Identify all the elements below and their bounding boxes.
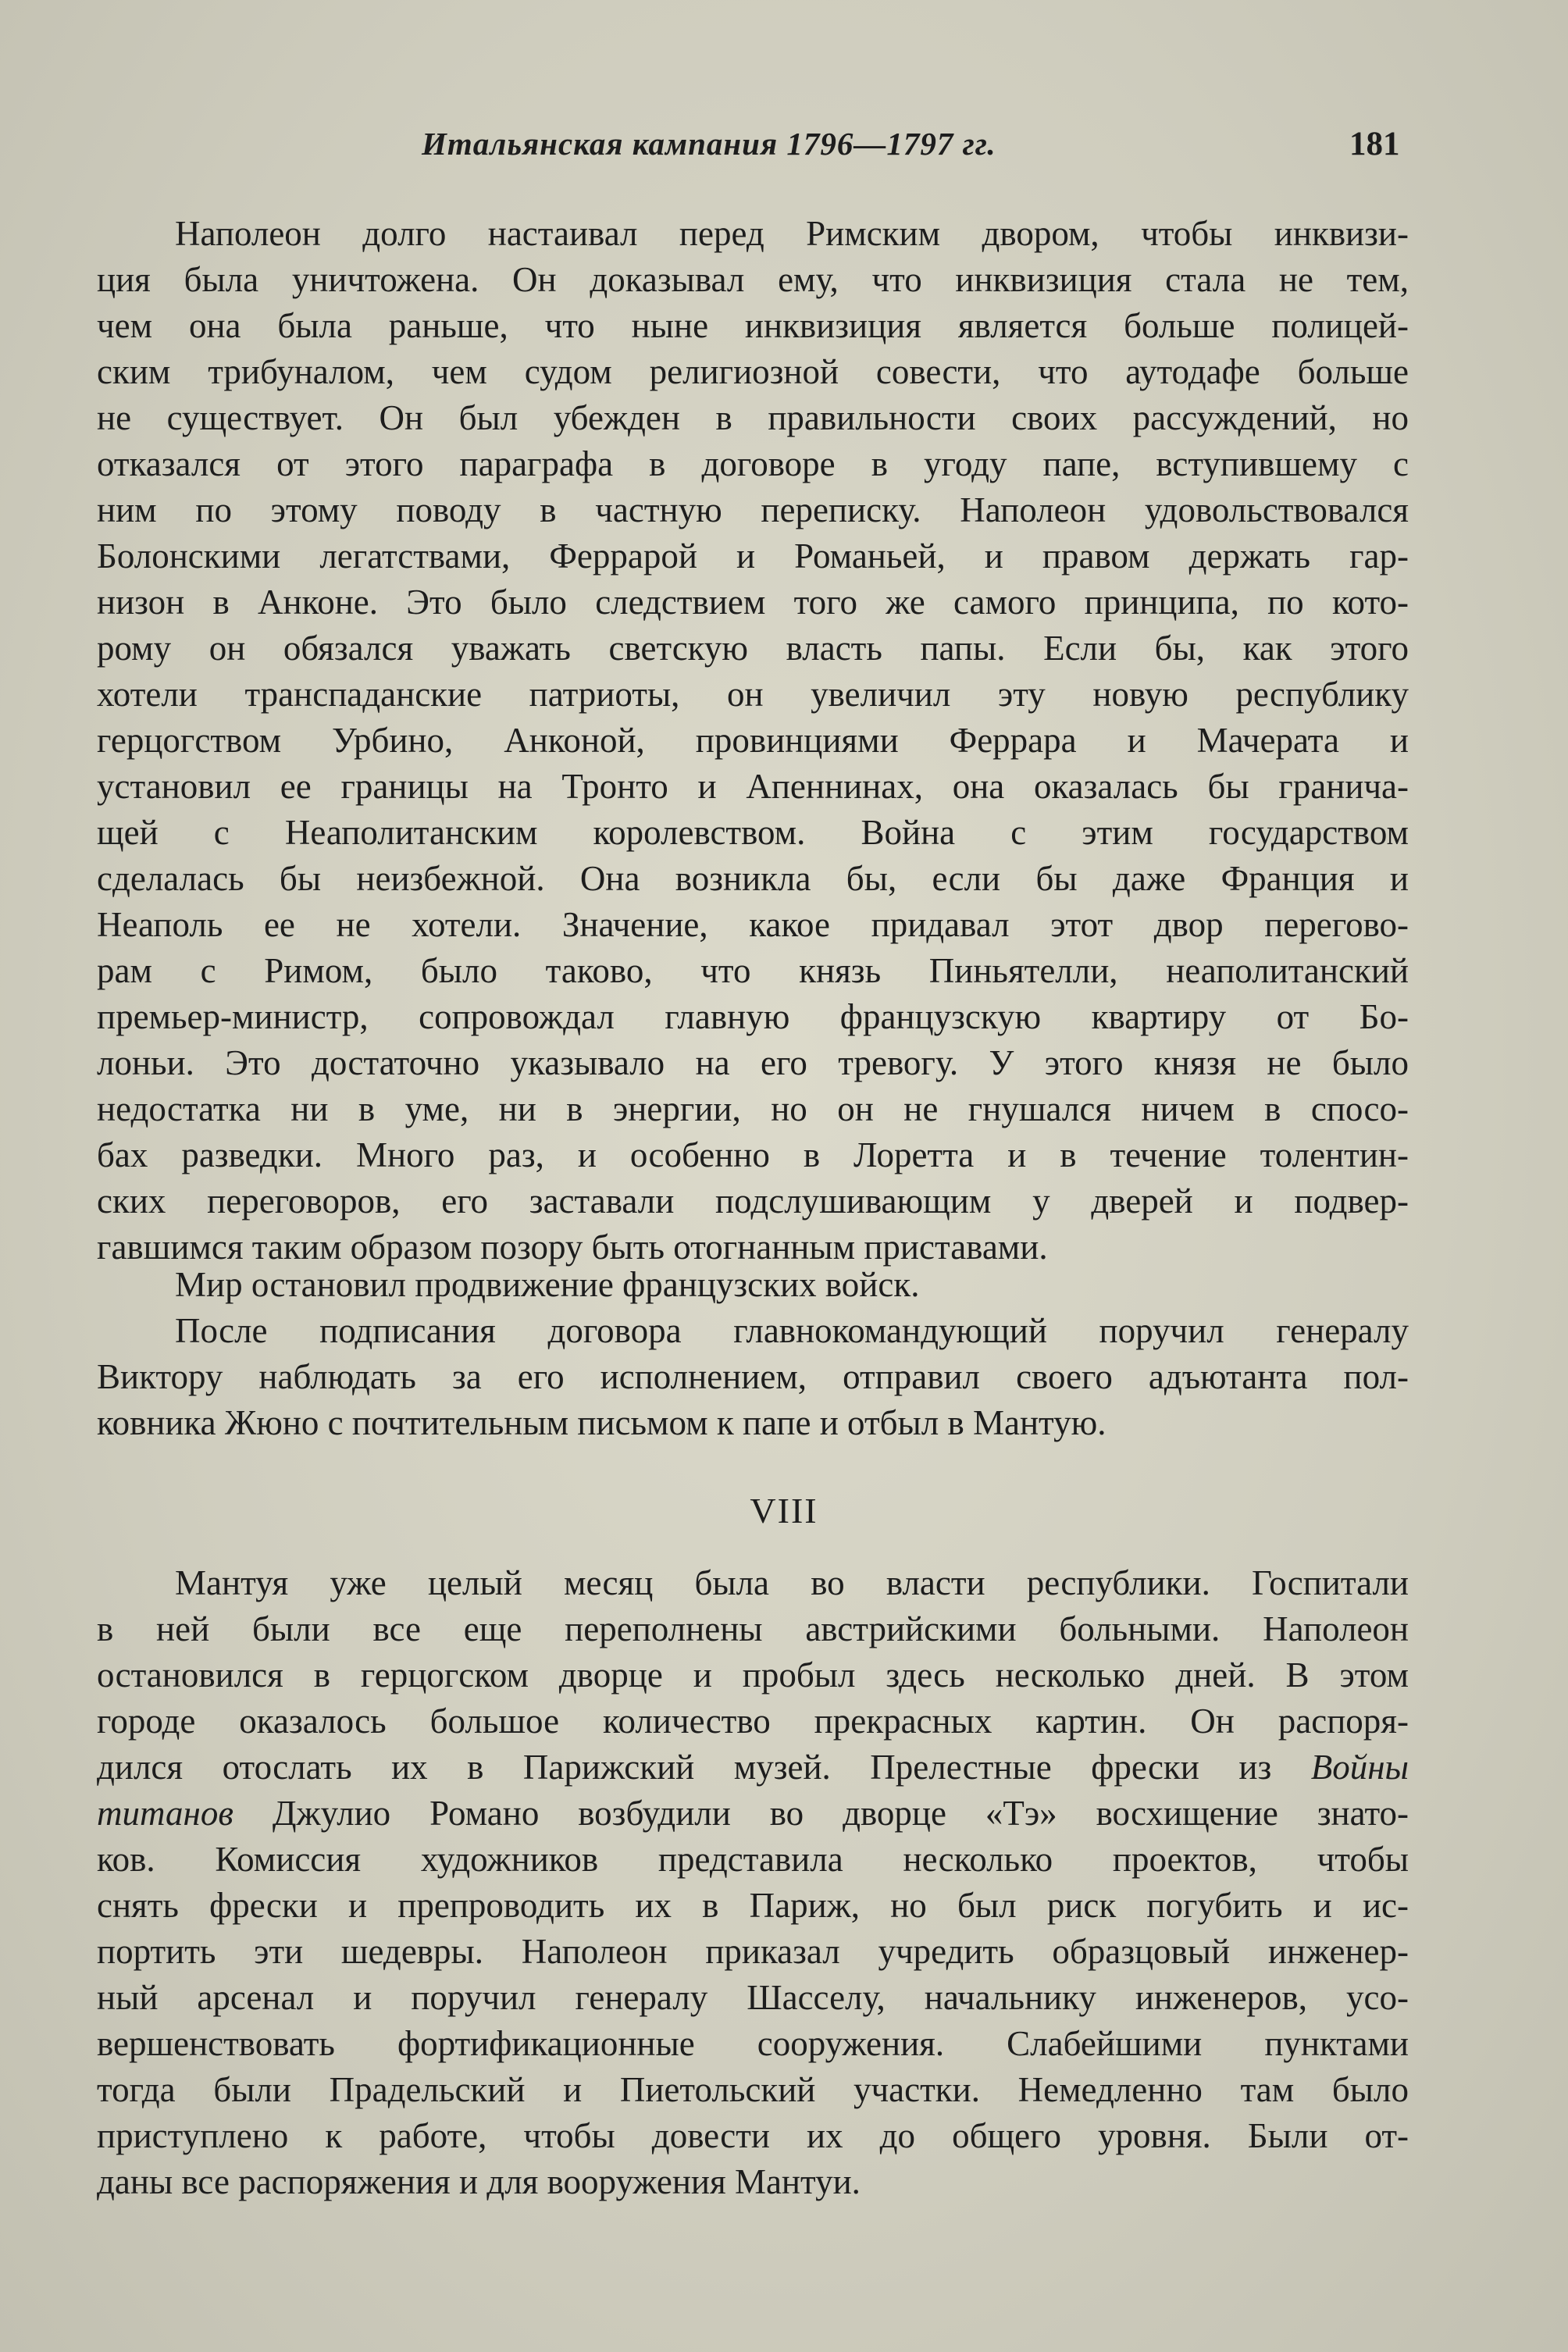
text-line: рому он обязался уважать светскую власть папы. Если бы, как этого xyxy=(97,629,1409,668)
text-segment: дился отослать их в Парижский музей. Прелестные фрески из xyxy=(97,1748,1311,1787)
page-number: 181 xyxy=(1349,126,1400,162)
text-line: щей с Неаполитанским королевством. Война с этим государством xyxy=(97,813,1409,852)
text-line xyxy=(97,1791,1409,1837)
text-line: ских переговоров, его заставали подслушивающим у дверей и подвер- xyxy=(97,1181,1409,1221)
text-line: низон в Анконе. Это было следствием того же самого принципа, по кото- xyxy=(97,583,1409,622)
text-line: Неаполь ее не хотели. Значение, какое придавал этот двор перегово- xyxy=(97,905,1409,944)
text-line: остановился в герцогском дворце и пробыл здесь несколько дней. В этом xyxy=(97,1655,1409,1695)
text-line: недостатка ни в уме, ни в энергии, но он не гнушался ничем в спосо- xyxy=(97,1089,1409,1128)
text-line: установил ее границы на Тронто и Апеннинах, она оказалась бы гранича- xyxy=(97,767,1409,806)
text-line: Мир остановил продвижение французских войск. xyxy=(175,1265,920,1304)
text-line: городе оказалось большое количество прекрасных картин. Он распоря- xyxy=(97,1702,1409,1741)
text-line: бах разведки. Много раз, и особенно в Лоретта и в течение толентин- xyxy=(97,1135,1409,1174)
text-line: приступлено к работе, чтобы довести их до общего уровня. Были от- xyxy=(97,2116,1409,2155)
text-line: премьер-министр, сопровождал главную французскую квартиру от Бо- xyxy=(97,997,1409,1036)
text-line: ским трибуналом, чем судом религиозной совести, что аутодафе больше xyxy=(97,352,1409,391)
text-line: гавшимся таким образом позору быть отогнанным приставами. xyxy=(97,1228,1048,1267)
text-line: ковника Жюно с почтительным письмом к папе и отбыл в Мантую. xyxy=(97,1403,1107,1442)
text-line: тогда были Прадельский и Пиетольский участки. Немедленно там было xyxy=(97,2070,1409,2109)
text-line: отказался от этого параграфа в договоре в угоду папе, вступившему с xyxy=(97,444,1409,483)
text-line: не существует. Он был убежден в правильности своих рассуждений, но xyxy=(97,398,1409,437)
text-line: лоньи. Это достаточно указывало на его тревогу. У этого князя не было xyxy=(97,1043,1409,1082)
text-line: Мантуя уже целый месяц была во власти республики. Госпитали xyxy=(175,1563,1409,1602)
text-line: ков. Комиссия художников представила несколько проектов, чтобы xyxy=(97,1840,1409,1879)
text-line: ним по этому поводу в частную переписку. Наполеон удовольствовался xyxy=(97,490,1409,529)
running-title: Итальянская кампания 1796—1797 гг. xyxy=(422,126,996,162)
text-line: герцогством Урбино, Анконой, провинциями Феррара и Мачерата и xyxy=(97,721,1409,760)
section-heading: VIII xyxy=(750,1491,818,1531)
text-line: вершенствовать фортификационные сооружения. Слабейшими пунктами xyxy=(97,2024,1409,2063)
text-line: ный арсенал и поручил генералу Шасселу, начальнику инженеров, усо- xyxy=(97,1978,1409,2017)
text-segment: Джулио Романо возбудили во дворце «Тэ» восхищение знато- xyxy=(233,1794,1409,1833)
text-line: ция была уничтожена. Он доказывал ему, что инквизиция стала не тем, xyxy=(97,260,1409,299)
text-line: После подписания договора главнокомандующий поручил генералу xyxy=(175,1311,1409,1350)
text-line: хотели транспаданские патриоты, он увеличил эту новую республику xyxy=(97,675,1409,714)
text-line xyxy=(97,1744,1409,1791)
text-line: рам с Римом, было таково, что князь Пиньятелли, неаполитанский xyxy=(97,951,1409,990)
paragraph-4 xyxy=(97,1560,1409,2205)
text-line: портить эти шедевры. Наполеон приказал учредить образцовый инженер- xyxy=(97,1932,1409,1971)
text-line: чем она была раньше, что ныне инквизиция является больше полицей- xyxy=(97,306,1409,345)
text-line: Болонскими легатствами, Феррарой и Романьей, и правом держать гар- xyxy=(97,536,1409,576)
text-line: Наполеон долго настаивал перед Римским двором, чтобы инквизи- xyxy=(175,214,1409,253)
text-line: даны все распоряжения и для вооружения Мантуи. xyxy=(97,2162,861,2201)
paragraph-1 xyxy=(97,211,1409,1270)
text-line: снять фрески и препроводить их в Париж, но был риск погубить и ис- xyxy=(97,1886,1409,1925)
italic-title: титанов xyxy=(97,1794,233,1833)
text-line: сделалась бы неизбежной. Она возникла бы, если бы даже Франция и xyxy=(97,859,1409,898)
italic-title: Войны xyxy=(1310,1748,1409,1787)
text-line: Виктору наблюдать за его исполнением, отправил своего адъютанта пол- xyxy=(97,1357,1409,1396)
text-line: в ней были все еще переполнены австрийскими больными. Наполеон xyxy=(97,1609,1409,1648)
paragraph-2-3 xyxy=(97,1262,1409,1446)
